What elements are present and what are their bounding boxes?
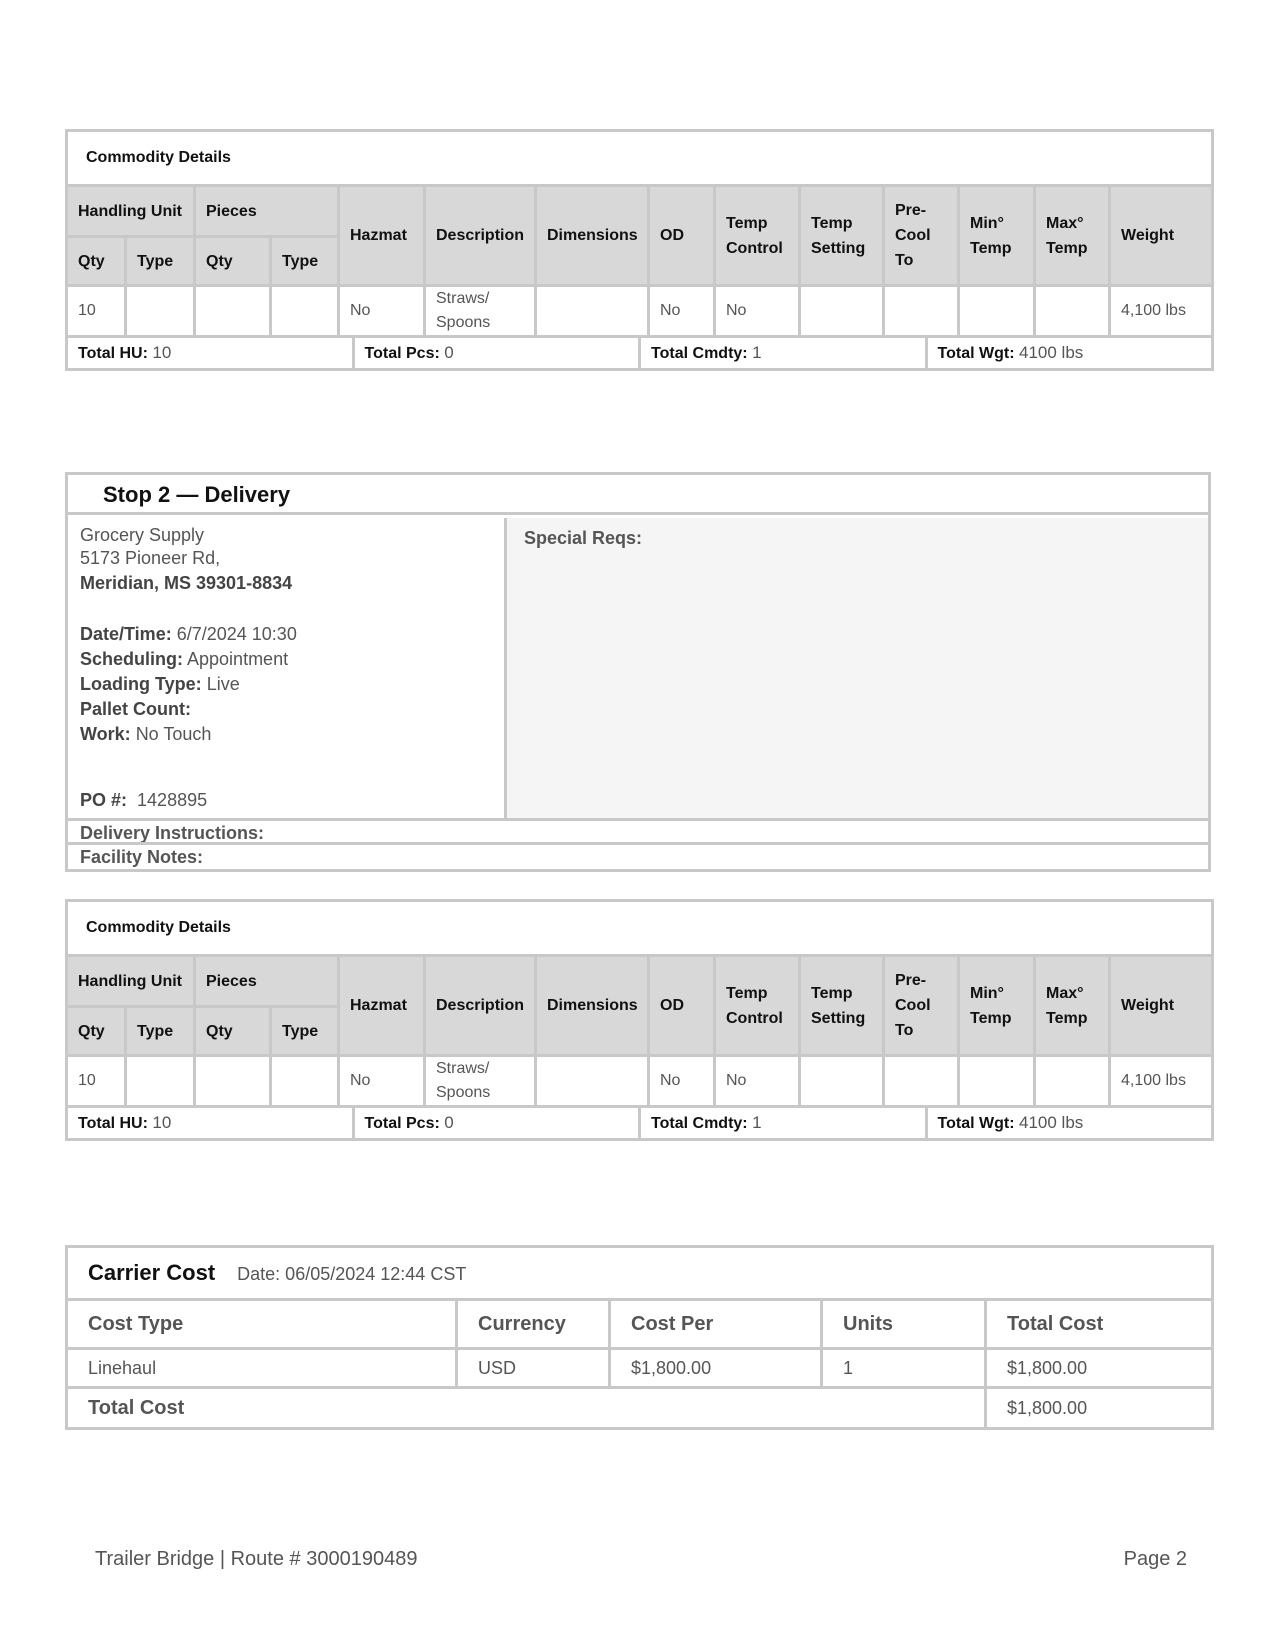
table-row	[67, 286, 1213, 337]
cell-pc-qty	[195, 286, 271, 337]
commodity-table-1	[65, 129, 1214, 371]
stop-po: PO #: 1428895	[80, 790, 208, 810]
stop-company: Grocery Supply	[80, 525, 205, 545]
header-max-temp: Max° Temp	[1035, 956, 1110, 1056]
cell-cost-type: Linehaul	[67, 1349, 457, 1388]
cell-min-temp	[959, 286, 1035, 337]
cell-dimensions	[536, 1056, 649, 1107]
cell-od: No	[649, 1056, 715, 1107]
header-od: OD	[649, 186, 715, 286]
header-pc-type: Type	[271, 1007, 339, 1056]
cell-pc-type	[271, 1056, 339, 1107]
cell-temp-setting	[800, 286, 884, 337]
cell-description: Straws/ Spoons	[425, 1056, 536, 1107]
stop-loading-type: Loading Type: Live	[80, 674, 240, 694]
total-cost-label: Total Cost	[67, 1388, 986, 1429]
header-description: Description	[425, 956, 536, 1056]
table-row	[67, 1349, 1213, 1388]
stop-datetime: Date/Time: 6/7/2024 10:30	[80, 624, 297, 644]
stop-pallet-count: Pallet Count:	[80, 699, 191, 719]
cell-temp-control: No	[715, 1056, 800, 1107]
delivery-instructions: Delivery Instructions:	[68, 818, 1208, 842]
cell-hu-qty: 10	[67, 1056, 126, 1107]
header-temp-setting: Temp Setting	[800, 956, 884, 1056]
total-cmdty: Total Cmdty: 1	[641, 1108, 928, 1138]
header-dimensions: Dimensions	[536, 956, 649, 1056]
header-weight: Weight	[1110, 186, 1213, 286]
total-hu: Total HU: 10	[68, 1108, 355, 1138]
total-pcs: Total Pcs: 0	[355, 338, 642, 368]
cell-hu-type	[126, 286, 195, 337]
header-pc-type: Type	[271, 237, 339, 286]
header-pre-cool-to: Pre-Cool To	[884, 186, 959, 286]
header-hazmat: Hazmat	[339, 186, 425, 286]
footer-route: Trailer Bridge | Route # 3000190489	[95, 1548, 418, 1570]
header-pieces: Pieces	[195, 956, 339, 1007]
cell-currency: USD	[457, 1349, 610, 1388]
header-temp-control: Temp Control	[715, 956, 800, 1056]
header-hu-type: Type	[126, 237, 195, 286]
facility-notes: Facility Notes:	[68, 842, 1208, 866]
header-description: Description	[425, 186, 536, 286]
cell-max-temp	[1035, 1056, 1110, 1107]
cell-temp-control: No	[715, 286, 800, 337]
cell-min-temp	[959, 1056, 1035, 1107]
header-hu-qty: Qty	[67, 237, 126, 286]
header-total-cost: Total Cost	[986, 1300, 1213, 1349]
header-cost-type: Cost Type	[67, 1300, 457, 1349]
cell-hazmat: No	[339, 1056, 425, 1107]
stop-address-panel	[68, 518, 507, 818]
cell-od: No	[649, 286, 715, 337]
cell-weight: 4,100 lbs	[1110, 286, 1213, 337]
header-handling-unit: Handling Unit	[67, 186, 195, 237]
carrier-cost-date: Date: 06/05/2024 12:44 CST	[237, 1264, 467, 1284]
special-reqs-label: Special Reqs:	[524, 528, 643, 548]
header-units: Units	[822, 1300, 986, 1349]
cell-weight: 4,100 lbs	[1110, 1056, 1213, 1107]
special-reqs-panel	[507, 518, 1208, 818]
total-cmdty: Total Cmdty: 1	[641, 338, 928, 368]
cell-units: 1	[822, 1349, 986, 1388]
cell-dimensions	[536, 286, 649, 337]
carrier-cost-title: Carrier Cost	[88, 1260, 216, 1285]
cell-hu-qty: 10	[67, 286, 126, 337]
header-weight: Weight	[1110, 956, 1213, 1056]
header-pc-qty: Qty	[195, 237, 271, 286]
carrier-cost-header	[67, 1247, 1213, 1300]
header-currency: Currency	[457, 1300, 610, 1349]
cell-pc-qty	[195, 1056, 271, 1107]
total-pcs: Total Pcs: 0	[355, 1108, 642, 1138]
cell-pre-cool-to	[884, 286, 959, 337]
stop-title: Stop 2 — Delivery	[68, 475, 1208, 515]
cell-pc-type	[271, 286, 339, 337]
header-hu-type: Type	[126, 1007, 195, 1056]
commodity-table-2	[65, 899, 1214, 1141]
header-pieces: Pieces	[195, 186, 339, 237]
header-temp-control: Temp Control	[715, 186, 800, 286]
header-handling-unit: Handling Unit	[67, 956, 195, 1007]
cell-temp-setting	[800, 1056, 884, 1107]
table-row	[67, 1056, 1213, 1107]
header-max-temp: Max° Temp	[1035, 186, 1110, 286]
stop-street: 5173 Pioneer Rd,	[80, 548, 221, 568]
cell-pre-cool-to	[884, 1056, 959, 1107]
header-dimensions: Dimensions	[536, 186, 649, 286]
stop-scheduling: Scheduling: Appointment	[80, 649, 289, 669]
header-od: OD	[649, 956, 715, 1056]
header-pre-cool-to: Pre-Cool To	[884, 956, 959, 1056]
cell-description: Straws/ Spoons	[425, 286, 536, 337]
commodity-caption: Commodity Details	[67, 901, 1213, 956]
header-hu-qty: Qty	[67, 1007, 126, 1056]
header-min-temp: Min° Temp	[959, 186, 1035, 286]
header-hazmat: Hazmat	[339, 956, 425, 1056]
total-cost-value: $1,800.00	[986, 1388, 1213, 1429]
cell-max-temp	[1035, 286, 1110, 337]
footer-page-number: Page 2	[1123, 1548, 1187, 1570]
cell-total-cost: $1,800.00	[986, 1349, 1213, 1388]
header-min-temp: Min° Temp	[959, 956, 1035, 1056]
header-cost-per: Cost Per	[610, 1300, 822, 1349]
stop-delivery-box	[65, 472, 1211, 872]
cell-cost-per: $1,800.00	[610, 1349, 822, 1388]
cell-hu-type	[126, 1056, 195, 1107]
total-hu: Total HU: 10	[68, 338, 355, 368]
totals-row	[67, 337, 1213, 370]
total-wgt: Total Wgt: 4100 lbs	[937, 1113, 1084, 1132]
stop-city-state-zip: Meridian, MS 39301-8834	[80, 573, 293, 593]
stop-work: Work: No Touch	[80, 724, 212, 744]
cell-hazmat: No	[339, 286, 425, 337]
carrier-cost-table	[65, 1245, 1214, 1430]
total-wgt: Total Wgt: 4100 lbs	[937, 343, 1084, 362]
header-temp-setting: Temp Setting	[800, 186, 884, 286]
commodity-caption: Commodity Details	[67, 131, 1213, 186]
totals-row	[67, 1107, 1213, 1140]
header-pc-qty: Qty	[195, 1007, 271, 1056]
